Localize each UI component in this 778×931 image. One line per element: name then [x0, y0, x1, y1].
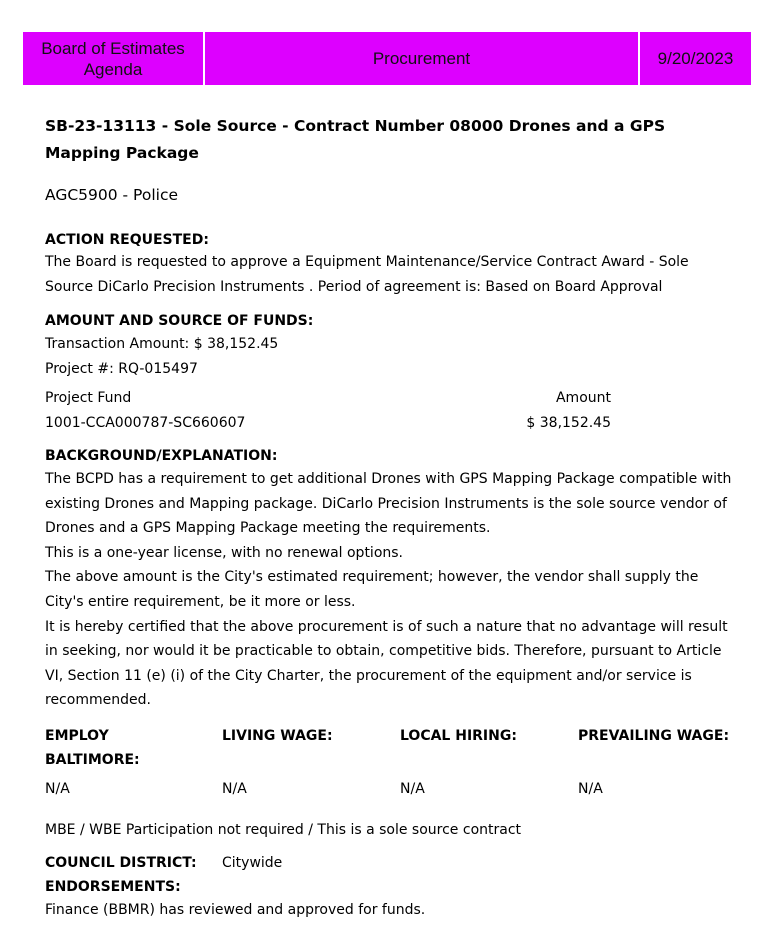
fund-column-header: Project Fund: [45, 390, 132, 406]
funds-label: AMOUNT AND SOURCE OF FUNDS:: [45, 313, 314, 329]
background-paragraph-1: The BCPD has a requirement to get additional Drones with GPS Mapping Package compatible with existing Drones and Mapping package. DiCarlo Precision Instruments is the sole source vendor of Drones and a GPS Mapping Package meeting the requirements.: [45, 471, 732, 537]
wage-col-prevailing-wage: [578, 724, 748, 801]
funds-section: [45, 310, 735, 381]
background-paragraph-3: The above amount is the City's estimated requirement; however, the vendor shall supply the City's entire requirement, be it more or less.: [45, 569, 699, 610]
amount-value: $ 38,152.45: [526, 415, 611, 431]
wage-value: N/A: [400, 781, 425, 797]
wage-value: N/A: [578, 781, 603, 797]
wage-value: N/A: [222, 781, 247, 797]
amount-column-header: Amount: [555, 390, 611, 406]
mbe-wbe-note: MBE / WBE Participation not required / This is a sole source contract: [45, 822, 522, 838]
action-requested-label: ACTION REQUESTED:: [45, 232, 209, 248]
fund-table-header: [45, 386, 611, 410]
agenda-header: [23, 32, 751, 85]
wage-col-employ-baltimore: [45, 724, 185, 801]
endorsements-section: [45, 876, 735, 922]
background-label: BACKGROUND/EXPLANATION:: [45, 448, 278, 464]
wage-label: LIVING WAGE:: [222, 728, 333, 744]
fund-value: 1001-CCA000787-SC660607: [45, 415, 246, 431]
header-agenda-title: Board of Estimates Agenda: [23, 32, 203, 85]
fund-table-row: [45, 411, 611, 435]
action-requested-text: The Board is requested to approve a Equipment Maintenance/Service Contract Award - Sole Source DiCarlo Precision Instruments . Period of agreement is: Based on Board Approval: [45, 254, 689, 295]
council-district: [45, 851, 735, 875]
wage-col-local-hiring: [400, 724, 570, 801]
transaction-amount: Transaction Amount: $ 38,152.45: [45, 336, 279, 352]
action-requested-section: [45, 230, 735, 299]
endorsements-label: ENDORSEMENTS:: [45, 879, 181, 895]
item-title: SB-23-13113 - Sole Source - Contract Number 08000 Drones and a GPS Mapping Package: [45, 117, 666, 162]
council-district-value: Citywide: [222, 855, 283, 871]
wage-value: N/A: [45, 781, 70, 797]
wage-col-living-wage: [222, 724, 392, 801]
background-section: [45, 445, 735, 713]
header-section: Procurement: [205, 32, 638, 85]
wage-label: PREVAILING WAGE:: [578, 728, 730, 744]
header-date: 9/20/2023: [640, 32, 751, 85]
wage-label: EMPLOY BALTIMORE:: [45, 728, 140, 768]
council-district-label: COUNCIL DISTRICT:: [45, 855, 197, 871]
agency-name: AGC5900 - Police: [45, 186, 179, 204]
endorsements-text: Finance (BBMR) has reviewed and approved for funds.: [45, 902, 426, 918]
background-paragraph-2: This is a one-year license, with no renewal options.: [45, 544, 404, 561]
wage-label: LOCAL HIRING:: [400, 728, 517, 744]
project-number: Project #: RQ-015497: [45, 360, 198, 377]
background-paragraph-4: It is hereby certified that the above procurement is of such a nature that no advantage will result in seeking, nor would it be practicable to obtain, competitive bids. Therefore, pursuant to Article VI, Section 11 (e) (i) of the City Charter, the procurement of the equipment and/or service is recommended.: [45, 618, 728, 709]
